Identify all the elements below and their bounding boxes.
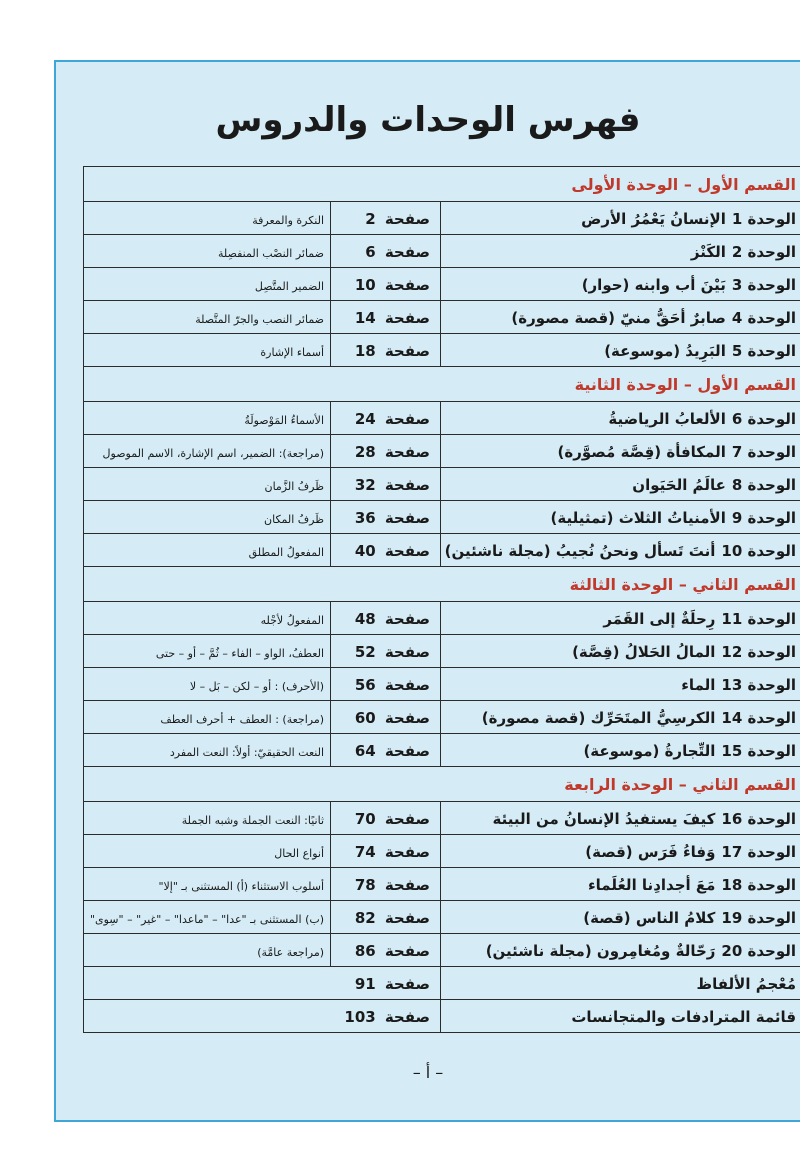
lesson-title: رِحلَةٌ إلى القَمَر: [603, 609, 716, 628]
grammar-topic: ظَرفُ المكان: [264, 512, 325, 526]
page-number-value: 10: [354, 275, 376, 294]
unit-row: [84, 835, 800, 868]
page-label: صفحة: [384, 974, 431, 993]
lesson-title: الكرسِيُّ المتَحَرِّك (قصة مصورة): [481, 708, 716, 727]
page-label: صفحة: [384, 809, 431, 828]
page-label: صفحة: [384, 409, 431, 428]
unit-number: الوحدة 12: [721, 642, 797, 661]
page-cell: [331, 301, 441, 334]
grammar-cell: [84, 635, 331, 668]
unit-row: [84, 268, 800, 301]
grammar-cell: [84, 468, 331, 501]
section-cell: [84, 767, 800, 802]
page-label: صفحة: [384, 741, 431, 760]
lesson-title: الماء: [681, 675, 716, 694]
unit-number: الوحدة 1: [731, 209, 797, 228]
unit-row: [84, 934, 800, 967]
page-cell: [331, 435, 441, 468]
unit-cell: [441, 734, 800, 767]
page-cell: [331, 868, 441, 901]
page-number-value: 40: [354, 541, 376, 560]
unit-cell: [441, 668, 800, 701]
grammar-topic: ضمائر النصب والجرّ المتَّصلة: [195, 312, 325, 326]
page-label: صفحة: [384, 675, 431, 694]
unit-row: [84, 901, 800, 934]
page-cell: [331, 835, 441, 868]
unit-cell: [441, 435, 800, 468]
unit-number: الوحدة 16: [721, 809, 797, 828]
unit-number: الوحدة 15: [721, 741, 797, 760]
page-number: – أ –: [412, 1063, 444, 1082]
unit-row: [84, 602, 800, 635]
unit-cell: [441, 901, 800, 934]
unit-cell: [441, 501, 800, 534]
page-number-value: 60: [354, 708, 376, 727]
appendix-title-cell: [441, 1000, 800, 1033]
grammar-cell: [84, 668, 331, 701]
page-cell: [331, 468, 441, 501]
unit-cell: [441, 635, 800, 668]
unit-number: الوحدة 4: [731, 308, 797, 327]
unit-row: [84, 202, 800, 235]
unit-cell: [441, 402, 800, 435]
unit-cell: [441, 235, 800, 268]
unit-cell: [441, 534, 800, 567]
unit-cell: [441, 468, 800, 501]
unit-number: الوحدة 11: [721, 609, 797, 628]
page-number-value: 82: [354, 908, 376, 927]
unit-number: الوحدة 10: [721, 541, 797, 560]
section-row: [84, 567, 800, 602]
page-number-value: 78: [354, 875, 376, 894]
unit-row: [84, 868, 800, 901]
page-cell: [331, 635, 441, 668]
section-row: [84, 367, 800, 402]
grammar-topic: أسماء الإشارة: [260, 345, 325, 359]
lesson-title: صابرٌ أحَقُّ منيّ (قصة مصورة): [511, 308, 726, 327]
grammar-cell: [84, 835, 331, 868]
grammar-topic: أنواع الحال: [274, 846, 325, 860]
page-label: صفحة: [384, 908, 431, 927]
unit-cell: [441, 301, 800, 334]
page-label: صفحة: [384, 609, 431, 628]
grammar-topic: (مراجعة) : العطف + أحرف العطف: [160, 712, 325, 726]
unit-cell: [441, 268, 800, 301]
grammar-topic: النعت الحقيقيّ: أولاً: النعت المفرد: [169, 745, 325, 759]
page-label: صفحة: [384, 875, 431, 894]
appendix-page-cell: [84, 967, 441, 1000]
grammar-cell: [84, 602, 331, 635]
page-label: صفحة: [384, 1007, 431, 1026]
section-cell: [84, 367, 800, 402]
lesson-title: البَرِيدُ (موسوعة): [604, 341, 726, 360]
grammar-cell: [84, 268, 331, 301]
grammar-cell: [84, 402, 331, 435]
page-number-value: 14: [354, 308, 376, 327]
page-title: فهرس الوحدات والدروس: [215, 100, 641, 140]
page-number-value: 56: [354, 675, 376, 694]
page-number-value: 36: [354, 508, 376, 527]
lesson-title: كلامُ الناس (قصة): [583, 908, 716, 927]
page-number-value: 48: [354, 609, 376, 628]
unit-row: [84, 734, 800, 767]
page-label: صفحة: [384, 308, 431, 327]
unit-number: الوحدة 18: [721, 875, 797, 894]
grammar-topic: (الأحرف) : أو – لكن – بَل – لا: [189, 679, 325, 693]
page-cell: [331, 501, 441, 534]
page-number-value: 74: [354, 842, 376, 861]
lesson-title: الألعابُ الرياضيةُ: [608, 409, 726, 428]
unit-row: [84, 468, 800, 501]
lesson-title: المكافأة (قِصَّة مُصوَّرة): [557, 442, 726, 461]
section-title: القسم الثاني – الوحدة الثالثة: [569, 574, 797, 594]
page-number-value: 32: [354, 475, 376, 494]
page-number-value: 64: [354, 741, 376, 760]
grammar-cell: [84, 734, 331, 767]
page-label: صفحة: [384, 842, 431, 861]
section-title: القسم الأول – الوحدة الثانية: [574, 374, 797, 394]
grammar-cell: [84, 901, 331, 934]
grammar-cell: [84, 701, 331, 734]
lesson-title: الكَنْز: [690, 242, 726, 261]
unit-number: الوحدة 6: [731, 409, 797, 428]
grammar-topic: المفعولُ المطلق: [248, 545, 325, 559]
appendix-row: [84, 967, 800, 1000]
page-cell: [331, 602, 441, 635]
section-cell: [84, 567, 800, 602]
grammar-topic: ثانيًا: النعت الجملة وشبه الجملة: [181, 813, 325, 827]
grammar-topic: (مراجعة): الضمير، اسم الإشارة، الاسم الموصول: [102, 446, 325, 460]
unit-cell: [441, 701, 800, 734]
page-cell: [331, 534, 441, 567]
page-cell: [331, 701, 441, 734]
unit-cell: [441, 334, 800, 367]
page-number-value: 24: [354, 409, 376, 428]
unit-row: [84, 534, 800, 567]
lesson-title: الأمنياتُ الثلاث (تمثيلية): [550, 508, 726, 527]
section-cell: [84, 167, 800, 202]
page-cell: [331, 235, 441, 268]
grammar-topic: ضمائر النصْب المنفصِلة: [218, 246, 325, 260]
page-frame: [54, 60, 800, 1122]
page-number-value: 18: [354, 341, 376, 360]
unit-row: [84, 701, 800, 734]
lesson-title: بَيْنَ أب وابنه (حوار): [581, 275, 726, 294]
unit-number: الوحدة 20: [721, 941, 797, 960]
unit-row: [84, 402, 800, 435]
unit-cell: [441, 202, 800, 235]
page-number-value: 28: [354, 442, 376, 461]
lesson-title: وَفاءُ فَرَس (قصة): [585, 842, 716, 861]
grammar-cell: [84, 202, 331, 235]
appendix-title: قائمة المترادفات والمتجانسات: [571, 1007, 797, 1026]
grammar-cell: [84, 802, 331, 835]
grammar-topic: المفعولُ لأجْله: [260, 613, 325, 627]
unit-row: [84, 235, 800, 268]
grammar-cell: [84, 301, 331, 334]
unit-row: [84, 435, 800, 468]
page-label: صفحة: [384, 941, 431, 960]
grammar-topic: (ب) المستثنى بـ "عدا" – "ماعدا" – "غير" – "سِوى": [89, 912, 325, 926]
section-row: [84, 767, 800, 802]
unit-cell: [441, 868, 800, 901]
unit-row: [84, 301, 800, 334]
grammar-topic: الأسماءُ المَوْصولَةُ: [244, 413, 325, 427]
unit-number: الوحدة 9: [731, 508, 797, 527]
section-title: القسم الثاني – الوحدة الرابعة: [564, 774, 797, 794]
unit-row: [84, 334, 800, 367]
page-cell: [331, 668, 441, 701]
lesson-title: أنتَ تَسأل ونحنُ نُجيبُ (مجلة ناشئين): [444, 541, 716, 560]
lesson-title: الإنسانُ يَعْمُرُ الأرض: [581, 209, 726, 228]
grammar-cell: [84, 868, 331, 901]
page-cell: [331, 202, 441, 235]
grammar-cell: [84, 534, 331, 567]
unit-number: الوحدة 19: [721, 908, 797, 927]
unit-number: الوحدة 8: [731, 475, 797, 494]
grammar-cell: [84, 934, 331, 967]
lesson-title: كيفَ يستفيدُ الإنسانُ من البيئة: [492, 809, 716, 828]
unit-number: الوحدة 17: [721, 842, 797, 861]
grammar-topic: ظَرفُ الزَّمان: [264, 479, 325, 493]
grammar-topic: العطفُ، الواو – الفاء – ثُمَّ – أو – حتى: [155, 646, 325, 660]
grammar-topic: الضمير المتَّصِل: [254, 279, 325, 293]
appendix-page-cell: [84, 1000, 441, 1033]
page-cell: [331, 734, 441, 767]
unit-row: [84, 668, 800, 701]
page-cell: [331, 402, 441, 435]
unit-number: الوحدة 7: [731, 442, 797, 461]
toc-table: [83, 166, 800, 1033]
page-cell: [331, 802, 441, 835]
page-number-value: 6: [365, 242, 376, 261]
appendix-row: [84, 1000, 800, 1033]
page-label: صفحة: [384, 642, 431, 661]
page-number-value: 91: [354, 974, 376, 993]
grammar-topic: (مراجعة عامَّة): [257, 945, 325, 959]
page-label: صفحة: [384, 442, 431, 461]
grammar-topic: النكرة والمعرفة: [252, 213, 325, 227]
page-label: صفحة: [384, 209, 431, 228]
unit-row: [84, 635, 800, 668]
lesson-title: التِّجارةُ (موسوعة): [583, 741, 716, 760]
unit-cell: [441, 835, 800, 868]
page-label: صفحة: [384, 708, 431, 727]
page-number-value: 70: [354, 809, 376, 828]
page-number-value: 52: [354, 642, 376, 661]
unit-number: الوحدة 3: [731, 275, 797, 294]
unit-number: الوحدة 14: [721, 708, 797, 727]
unit-row: [84, 802, 800, 835]
page-label: صفحة: [384, 275, 431, 294]
unit-cell: [441, 602, 800, 635]
section-title: القسم الأول – الوحدة الأولى: [571, 174, 797, 194]
page-label: صفحة: [384, 475, 431, 494]
page-label: صفحة: [384, 341, 431, 360]
lesson-title: المالُ الحَلالُ (قِصَّة): [572, 642, 716, 661]
unit-number: الوحدة 2: [731, 242, 797, 261]
lesson-title: عالَمُ الحَيَوان: [632, 475, 726, 494]
page-cell: [331, 901, 441, 934]
page-label: صفحة: [384, 508, 431, 527]
unit-number: الوحدة 5: [731, 341, 797, 360]
grammar-cell: [84, 501, 331, 534]
appendix-title: مُعْجمُ الألفاظ: [696, 974, 797, 993]
unit-cell: [441, 934, 800, 967]
appendix-title-cell: [441, 967, 800, 1000]
unit-cell: [441, 802, 800, 835]
page-number-value: 2: [365, 209, 376, 228]
unit-row: [84, 501, 800, 534]
page-cell: [331, 268, 441, 301]
section-row: [84, 167, 800, 202]
page-label: صفحة: [384, 242, 431, 261]
page-label: صفحة: [384, 541, 431, 560]
unit-number: الوحدة 13: [721, 675, 797, 694]
grammar-cell: [84, 334, 331, 367]
grammar-cell: [84, 235, 331, 268]
page-cell: [331, 934, 441, 967]
grammar-topic: أسلوب الاستثناء (أ) المستثنى بـ "إلا": [158, 879, 325, 893]
lesson-title: مَعَ أجدادِنا العُلَماء: [587, 875, 716, 894]
page-number-value: 86: [354, 941, 376, 960]
page-number-value: 103: [344, 1007, 376, 1026]
page-cell: [331, 334, 441, 367]
grammar-cell: [84, 435, 331, 468]
lesson-title: رَحّالةٌ ومُغامِرون (مجلة ناشئين): [485, 941, 716, 960]
